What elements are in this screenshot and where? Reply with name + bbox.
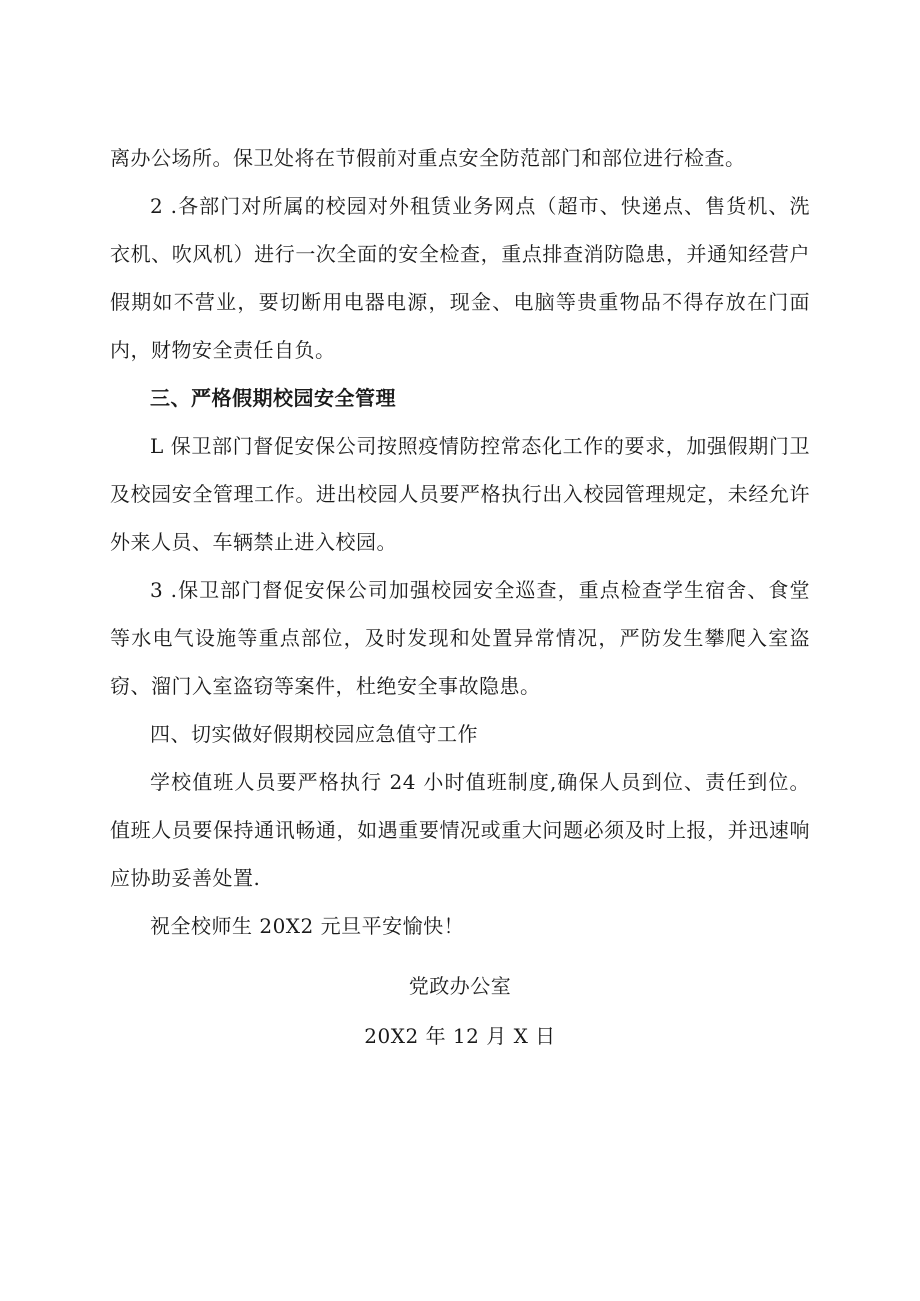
paragraph-item-3: 3 .保卫部门督促安保公司加强校园安全巡查，重点检查学生宿舍、食堂等水电气设施等重点部位，及时发现和处置异常情况，严防发生攀爬入室盗窃、溜门入室盗窃等案件，杜绝安全事故隐患。: [110, 578, 810, 698]
signature-office: 党政办公室: [408, 974, 512, 998]
paragraph-greeting: 祝全校师生 20X2 元旦平安愉快！: [150, 914, 465, 938]
document-body: [110, 134, 810, 950]
paragraph-continuation: 离办公场所。保卫处将在节假前对重点安全防范部门和部位进行检查。: [110, 146, 746, 170]
paragraph-item-1: L 保卫部门督促安保公司按照疫情防控常态化工作的要求，加强假期门卫及校园安全管理工作。进出校园人员要严格执行出入校园管理规定，未经允许外来人员、车辆禁止进入校园。: [110, 434, 810, 554]
section-heading-3: 三、严格假期校园安全管理: [150, 386, 396, 410]
signature-date: 20X2 年 12 月 X 日: [364, 1024, 556, 1048]
paragraph-item-2: 2 .各部门对所属的校园对外租赁业务网点（超市、快递点、售货机、洗衣机、吹风机）进行一次全面的安全检查，重点排查消防隐患，并通知经营户假期如不营业，要切断用电器电源，现金、电脑等贵重物品不得存放在门面内，财物安全责任自负。: [110, 194, 810, 362]
paragraph-duty: 学校值班人员要严格执行 24 小时值班制度,确保人员到位、责任到位。值班人员要保持通讯畅通，如遇重要情况或重大问题必须及时上报，并迅速响应协助妥善处置.: [110, 770, 810, 890]
section-heading-4: 四、切实做好假期校园应急值守工作: [150, 722, 478, 746]
